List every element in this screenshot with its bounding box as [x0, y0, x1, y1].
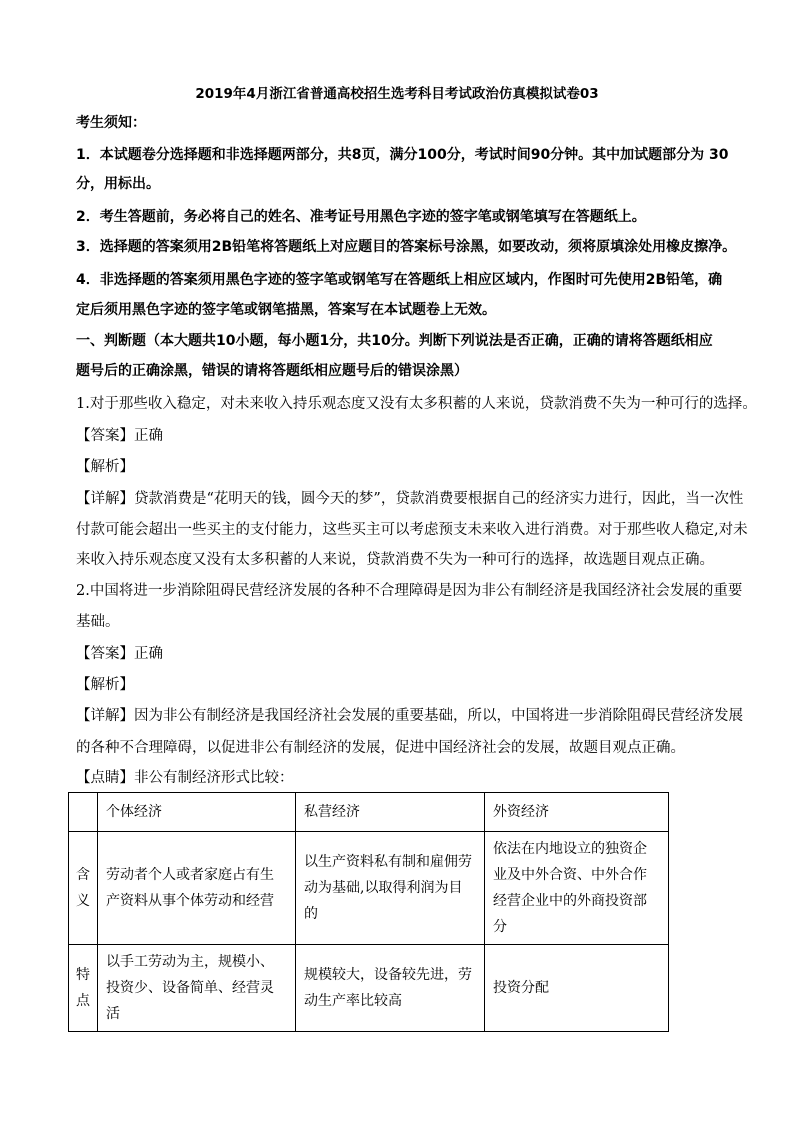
notice-item-2: 2．考生答题前，务必将自己的姓名、准考证号用黑色字迹的签字笔或钢笔填写在答题纸上。: [76, 209, 646, 225]
table-row-label: 含义: [69, 832, 98, 945]
notice-item-1a: 1．本试题卷分选择题和非选择题两部分，共8页，满分100分，考试时间90分钟。其中加试题部分为 30: [76, 147, 729, 163]
question-2-tip: 【点睛】非公有制经济形式比较：: [76, 770, 294, 786]
question-2-text-2: 基础。: [76, 614, 120, 630]
table-header-cell: 私营经济: [296, 793, 485, 832]
comparison-table: [68, 792, 669, 1032]
notice-item-1b: 分，用标出。: [76, 176, 160, 192]
table-cell: 以手工劳动为主，规模小、投资少、设备简单、经营灵活: [98, 945, 296, 1032]
question-1-text: 1.对于那些收入稳定，对未来收入持乐观态度又没有太多积蓄的人来说，贷款消费不失为一种可行的选择。: [76, 396, 757, 412]
notice-item-4b: 定后须用黑色字迹的签字笔或钢笔描黑，答案写在本试题卷上无效。: [76, 302, 496, 318]
question-2-answer: 【答案】正确: [76, 646, 163, 662]
table-row: [69, 945, 669, 1032]
notice-item-4a: 4．非选择题的答案须用黑色字迹的签字笔或钢笔写在答题纸上相应区域内，作图时可先使用2B铅笔，确: [76, 272, 723, 288]
question-1-detail-1: 【详解】贷款消费是“花明天的钱，圆今天的梦”，贷款消费要根据自己的经济实力进行，因此，当一次性: [76, 491, 744, 507]
question-1-analysis: 【解析】: [76, 459, 134, 475]
notice-heading: 考生须知：: [76, 115, 146, 131]
question-2-text-1: 2.中国将进一步消除阻碍民营经济发展的各种不合理障碍是因为非公有制经济是我国经济社会发展的重要: [76, 583, 743, 599]
table-header-row: [69, 793, 669, 832]
question-2-analysis: 【解析】: [76, 677, 134, 693]
notice-item-3: 3．选择题的答案须用2B铅笔将答题纸上对应题目的答案标号涂黑，如要改动，须将原填涂处用橡皮擦净。: [76, 239, 737, 255]
question-2-detail-2: 的各种不合理障碍，以促进非公有制经济的发展，促进中国经济社会的发展，故题目观点正确。: [76, 740, 685, 756]
section-heading-1: 一、判断题（本大题共10小题，每小题1分，共10分。判断下列说法是否正确，正确的请将答题纸相应: [76, 333, 713, 349]
page-title: 2019年4月浙江省普通高校招生选考科目考试政治仿真模拟试卷03: [195, 86, 599, 102]
section-heading-2: 题号后的正确涂黑，错误的请将答题纸相应题号后的错误涂黑）: [76, 363, 468, 379]
table-header-cell: [69, 793, 98, 832]
question-2-detail-1: 【详解】因为非公有制经济是我国经济社会发展的重要基础，所以，中国将进一步消除阻碍民营经济发展: [76, 708, 743, 724]
table-header-cell: 个体经济: [98, 793, 296, 832]
question-1-detail-2: 付款可能会超出一些买主的支付能力，这些买主可以考虑预支未来收入进行消费。对于那些收人稳定,对未: [76, 522, 748, 538]
table-row-label: 特点: [69, 945, 98, 1032]
table-header-cell: 外资经济: [485, 793, 669, 832]
table-cell: 劳动者个人或者家庭占有生产资料从事个体劳动和经营: [98, 832, 296, 945]
table-cell: 规模较大，设备较先进，劳动生产率比较高: [296, 945, 485, 1032]
table-cell: 以生产资料私有制和雇佣劳动为基础,以取得利润为目的: [296, 832, 485, 945]
question-1-detail-3: 来收入持乐观态度又没有太多积蓄的人来说，贷款消费不失为一种可行的选择，故选题目观点正确。: [76, 552, 714, 568]
question-1-answer: 【答案】正确: [76, 428, 163, 444]
table-row: [69, 832, 669, 945]
table-cell: 依法在内地设立的独资企业及中外合资、中外合作经营企业中的外商投资部分: [485, 832, 669, 945]
table-cell: 投资分配: [485, 945, 669, 1032]
